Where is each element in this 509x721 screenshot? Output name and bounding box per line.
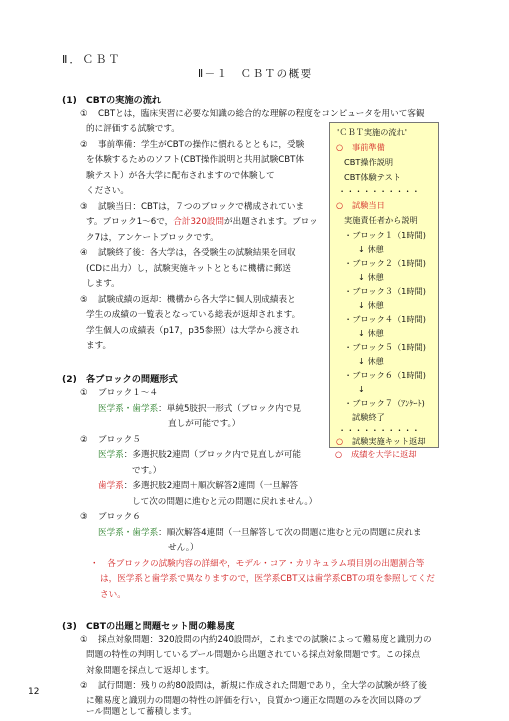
note-line-3: さい。 (100, 590, 126, 600)
flow-block-3: ・ブロック３（1時間) (344, 286, 426, 296)
page-number: 12 (28, 687, 40, 697)
item-5-number: ⑤ (80, 295, 88, 305)
page-title: Ⅱ－１ ＣＢＴの概要 (198, 68, 313, 80)
note-line-1: ・ 各ブロックの試験内容の詳細や，モデル・コア・カリキュラム項目別の出題割合等 (90, 559, 425, 569)
trial-line-2: に難易度と識別力の問題の特性の評価を行い，良質かつ適正な問題のみを次回以降のプ (86, 696, 422, 706)
section-1-heading: (1) CBTの実施の流れ (62, 95, 162, 106)
block-1-4-line-2: 直しが可能です。） (168, 419, 241, 429)
flow-rest-3: ↓ 休憩 (358, 300, 384, 310)
flow-exam-day: 試験当日 (352, 200, 385, 210)
item-1-number: ① (80, 109, 88, 119)
block-5-med-line-1: 医学系：多選択肢2連問（ブロック内で見直しが可能 (98, 450, 301, 460)
trial-line-3: ール問題として蓄積します。 (86, 707, 197, 717)
flow-title: 'ＣＢＴ実施の流れ' (337, 127, 408, 137)
block-1-4-number: ① (80, 388, 88, 398)
item-5-line-1: 試験成績の返却：機構から各大学に個人別成績表と (98, 295, 296, 305)
flow-circle-icon: ○ (336, 142, 344, 152)
scoring-number: ① (80, 635, 88, 645)
item-3-number: ③ (80, 202, 88, 212)
flow-pre-item-2: CBT体験テスト (344, 172, 401, 182)
item-3-line-3: ク7は，アンケートブロックです。 (86, 233, 219, 243)
item-5-line-2: 学生の成績の一覧表となっている総表が返却されます。 (86, 310, 301, 320)
block-5-med-line-2: です。） (132, 466, 162, 476)
block-6-number: ③ (80, 512, 88, 522)
flow-block-7: ・ブロック７（ｱﾝｹｰﾄ) (344, 398, 425, 408)
flow-rest-2: ↓ 休憩 (358, 272, 384, 282)
scoring-line-2: 問題の特性の判明しているプール問題から出題されている採点対象問題です。この採点 (86, 650, 421, 660)
trial-number: ② (80, 681, 88, 691)
med-dent-label: 医学系・歯学系 (98, 404, 159, 414)
flow-circle-icon: ○ (336, 436, 344, 446)
item-4-line-3: します。 (86, 279, 120, 289)
flow-day-briefing: 実施責任者から説明 (344, 215, 418, 225)
cbt-flow-box (329, 122, 439, 448)
item-4-line-1: 試験終了後：各大学は，各受験生の試験結果を回収 (98, 248, 296, 258)
block-1-4-title: ブロック１～４ (98, 388, 158, 398)
item-2-line-4: ください。 (86, 186, 129, 196)
item-5-line-4: ます。 (86, 341, 112, 351)
flow-block-4: ・ブロック４（1時間) (344, 314, 426, 324)
item-2-line-1: 事前準備：学生がCBTの操作に慣れるとともに，受験 (98, 140, 305, 150)
dent-label: 歯学系 (98, 481, 124, 491)
med-dent-label: 医学系・歯学系 (98, 528, 159, 538)
chapter-heading: Ⅱ．ＣＢＴ (62, 53, 122, 66)
section-2-heading: (2) 各ブロックの問題形式 (62, 374, 178, 385)
flow-rest-1: ↓ 休憩 (358, 244, 384, 254)
item-3-line-1: 試験当日：CBTは，７つのブロックで構成されていま (98, 202, 305, 212)
flow-dots-separator: ・・・・・・・・・・ (338, 186, 420, 196)
block-5-dent-line-1: 歯学系：多選択肢2連問＋順次解答2連問（一旦解答 (98, 481, 299, 491)
flow-rest-5: ↓ 休憩 (358, 356, 384, 366)
flow-rest-4: ↓ 休憩 (358, 328, 384, 338)
flow-block-5: ・ブロック５（1時間) (344, 342, 426, 352)
item-2-line-2: を体験するためのソフト(CBT操作説明と共用試験CBT体 (86, 155, 304, 165)
item-5-line-3: 学生個人の成績表（p17，p35参照）は大学から渡され (86, 326, 300, 336)
flow-block-2: ・ブロック２（1時間) (344, 258, 426, 268)
block-6-line-2: せん。） (168, 543, 199, 553)
flow-pre-preparation: 事前準備 (352, 142, 385, 152)
flow-arrow-6: ↓ (358, 384, 365, 394)
block-5-title: ブロック５ (98, 435, 141, 445)
note-line-2: は，医学系と歯学系で異なりますので，医学系CBT又は歯学系CBTの項を参照してくだ (100, 574, 435, 584)
flow-block-6: ・ブロック６（1時間) (344, 370, 426, 380)
block-6-title: ブロック６ (98, 512, 141, 522)
flow-dots-separator: ・・・・・・・・・・ (338, 425, 420, 435)
block-6-line-1: 医学系・歯学系：順次解答4連問（一旦解答して次の問題に進むと元の問題に戻れま (98, 528, 422, 538)
flow-exam-end: 試験終了 (352, 412, 385, 422)
item-4-number: ④ (80, 248, 88, 258)
flow-kit-return: 試験実施キット返却 (352, 436, 426, 446)
block-5-dent-line-2: して次の問題に進むと元の問題に戻れません。） (132, 497, 318, 507)
item-1-line-1: CBTとは，臨床実習に必要な知識の総合的な理解の程度をコンピュータを用いて客観 (98, 109, 425, 119)
item-4-line-2: (CDに出力）し，試験実施キットとともに機構に郵送 (86, 264, 291, 274)
item-1-line-2: 的に評価する試験です。 (86, 124, 180, 134)
scoring-line-1: 採点対象問題：320設問の内約240設問が，これまでの試験によって難易度と識別力の (98, 635, 432, 645)
flow-pre-item-1: CBT操作説明 (344, 157, 394, 167)
scoring-line-3: 対象問題を採点して返却します。 (86, 666, 215, 676)
total-questions-highlight: 合計320設問 (173, 217, 225, 227)
trial-line-1: 試行問題：残りの約80設問は，新規に作成された問題であり，全大学の試験が終了後 (98, 681, 427, 691)
item-2-number: ② (80, 140, 88, 150)
item-2-line-3: 験テスト）が各大学に配布されますので体験して (86, 171, 275, 181)
item-3-line-2: す。ブロック1～6で，合計320設問が出題されます。ブロッ (86, 217, 318, 227)
flow-circle-icon: ○ (336, 200, 344, 210)
block-5-number: ② (80, 435, 88, 445)
flow-results-return: 成績を大学に返却 (351, 449, 417, 459)
flow-block-1: ・ブロック１（1時間) (344, 230, 426, 240)
section-3-heading: (3) CBTの出題と問題セット間の難易度 (62, 621, 235, 632)
med-label: 医学系 (98, 450, 124, 460)
flow-circle-icon: ○ (335, 449, 343, 459)
block-1-4-line-1: 医学系・歯学系：単純5肢択一形式（ブロック内で見 (98, 404, 301, 414)
